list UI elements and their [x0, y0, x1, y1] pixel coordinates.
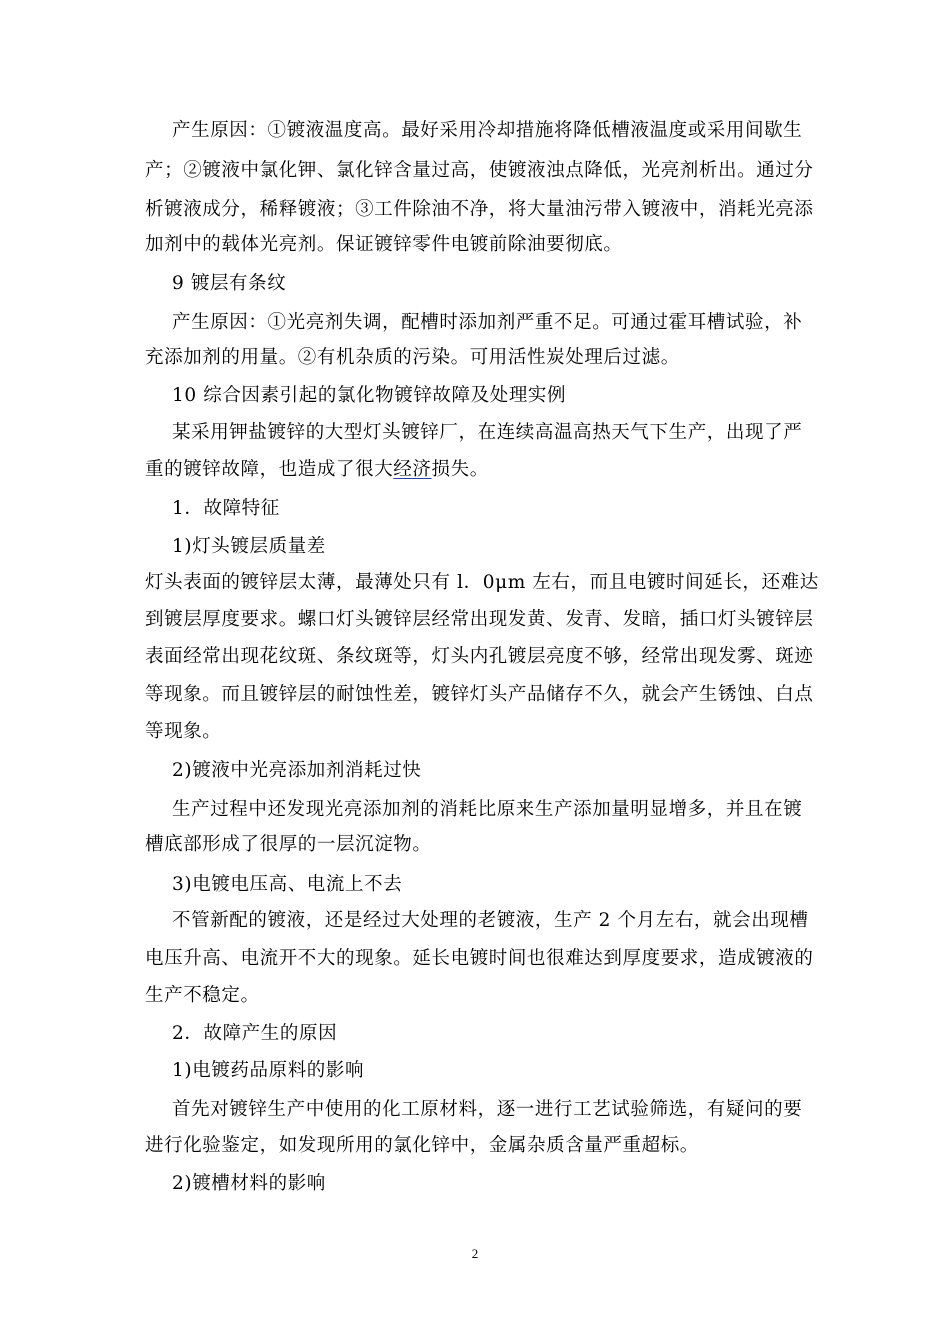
subsection-heading: 1)灯头镀层质量差	[172, 536, 326, 557]
subsection-heading: 3)电镀电压高、电流上不去	[172, 874, 403, 895]
paragraph-line: 加剂中的载体光亮剂。保证镀锌零件电镀前除油要彻底。	[145, 234, 623, 255]
paragraph-line: 充添加剂的用量。②有机杂质的污染。可用活性炭处理后过滤。	[145, 347, 680, 368]
paragraph-line	[145, 451, 810, 489]
economy-link[interactable]: 经济	[393, 459, 432, 480]
page-number: 2	[471, 1246, 479, 1261]
paragraph-line: 生产过程中还发现光亮添加剂的消耗比原来生产添加量明显增多，并且在镀	[172, 799, 803, 820]
paragraph-line: 产；②镀液中氯化钾、氯化锌含量过高，使镀液浊点降低，光亮剂析出。通过分	[145, 160, 814, 181]
section-heading: 9 镀层有条纹	[172, 273, 287, 294]
paragraph-line: 产生原因：①光亮剂失调，配槽时添加剂严重不足。可通过霍耳槽试验，补	[172, 312, 803, 333]
paragraph-line: 生产不稳定。	[145, 985, 260, 1006]
paragraph-line: 进行化验鉴定，如发现所用的氯化锌中，金属杂质含量严重超标。	[145, 1135, 699, 1156]
paragraph-line: 等现象。而且镀锌层的耐蚀性差，镀锌灯头产品储存不久，就会产生锈蚀、白点	[145, 684, 814, 705]
subsection-heading: 2)镀槽材料的影响	[172, 1173, 326, 1194]
text-segment: 重的镀锌故障，也造成了很大	[145, 459, 394, 480]
paragraph-line: 灯头表面的镀锌层太薄，最薄处只有 l．0μm 左右，而且电镀时间延长，还难达	[145, 572, 819, 593]
paragraph-line: 等现象。	[145, 721, 222, 742]
paragraph-line: 首先对镀锌生产中使用的化工原材料，逐一进行工艺试验筛选，有疑问的要	[172, 1099, 803, 1120]
text-segment: 损失。	[431, 459, 489, 480]
paragraph-line: 某采用钾盐镀锌的大型灯头镀锌厂，在连续高温高热天气下生产，出现了严	[172, 422, 803, 443]
paragraph-line: 产生原因：①镀液温度高。最好采用冷却措施将降低槽液温度或采用间歇生	[172, 120, 803, 141]
subsection-heading: 2．故障产生的原因	[172, 1023, 338, 1044]
subsection-heading: 1)电镀药品原料的影响	[172, 1060, 365, 1081]
paragraph-line: 槽底部形成了很厚的一层沉淀物。	[145, 834, 432, 855]
paragraph-line: 到镀层厚度要求。螺口灯头镀锌层经常出现发黄、发青、发暗，插口灯头镀锌层	[145, 609, 814, 630]
paragraph-line: 表面经常出现花纹斑、条纹斑等，灯头内孔镀层亮度不够，经常出现发雾、斑迹	[145, 646, 814, 667]
subsection-heading: 1．故障特征	[172, 498, 280, 519]
subsection-heading: 2)镀液中光亮添加剂消耗过快	[172, 760, 422, 781]
section-heading: 10 综合因素引起的氯化物镀锌故障及处理实例	[172, 385, 567, 406]
paragraph-line: 电压升高、电流开不大的现象。延长电镀时间也很难达到厚度要求，造成镀液的	[145, 948, 814, 969]
paragraph-line: 不管新配的镀液，还是经过大处理的老镀液，生产 2 个月左右，就会出现槽	[172, 910, 809, 931]
paragraph-line: 析镀液成分，稀释镀液；③工件除油不净，将大量油污带入镀液中，消耗光亮添	[145, 199, 814, 220]
